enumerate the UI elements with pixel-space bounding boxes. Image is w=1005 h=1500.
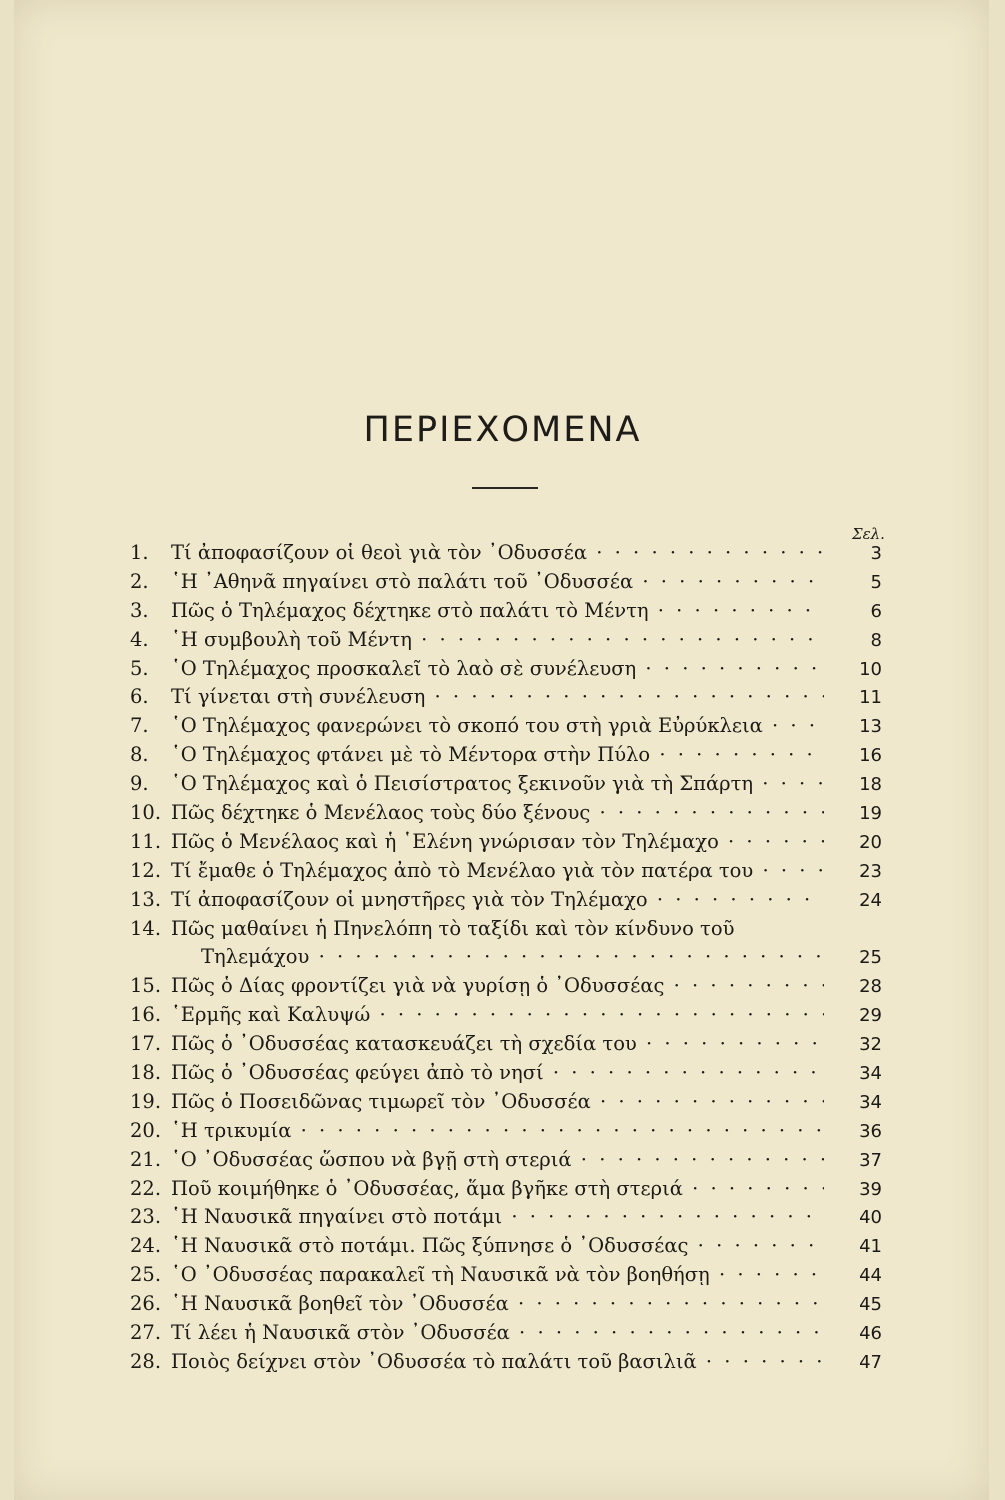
toc-entry — [130, 859, 900, 888]
toc-entry-title: ῾Η ᾿Αθηνᾶ πηγαίνει στὸ παλάτι τοῦ ᾿Οδυσσέα · · · — [171, 570, 824, 593]
toc-entry — [130, 830, 900, 859]
toc-entry-page: 13 — [859, 716, 882, 738]
toc-entry — [130, 945, 900, 974]
toc-entry — [130, 743, 900, 772]
toc-entry-page: 32 — [859, 1034, 882, 1056]
toc-entry — [130, 1321, 900, 1350]
toc-entry — [130, 1032, 900, 1061]
toc-entry-number: 26. — [130, 1292, 162, 1316]
toc-entry — [130, 888, 900, 917]
toc-entry-number: 3. — [130, 598, 149, 622]
toc-entry-number: 5. — [130, 656, 149, 680]
toc-entry-number: 9. — [130, 772, 149, 796]
toc-entry-number: 19. — [130, 1089, 162, 1113]
page-title: ΠΕΡΙΕΧΟΜΕΝΑ — [363, 410, 642, 450]
toc-entry — [130, 541, 900, 570]
toc-entry — [130, 1061, 900, 1090]
toc-entry-number: 4. — [130, 627, 149, 651]
toc-entry-page: 40 — [859, 1207, 882, 1229]
toc-entry-page: 39 — [859, 1178, 882, 1200]
toc-entry-number: 27. — [130, 1321, 162, 1345]
toc-entry-title: Πῶς μαθαίνει ἡ Πηνελόπη τὸ ταξίδι καὶ τὸν κίνδυνο τοῦ — [171, 916, 735, 940]
toc-entry-title: ῾Η συμβουλὴ τοῦ Μέντη · · · — [171, 628, 824, 651]
toc-entry-title: Πῶς ὁ Δίας φροντίζει γιὰ νὰ γυρίσῃ ὁ ᾿Οδυσσέας · · · — [171, 974, 824, 997]
toc-entry-number: 24. — [130, 1234, 162, 1258]
toc-entry-page: 6 — [870, 600, 882, 622]
toc-entry-title: Τί λέει ἡ Ναυσικᾶ στὸν ᾿Οδυσσέα · · · — [171, 1321, 824, 1344]
toc-entry-number: 14. — [130, 916, 162, 940]
toc-entry-title: Πῶς ὁ Μενέλαος καὶ ἡ ῾Ελένη γνώρισαν τὸν Τηλέμαχο · · · — [171, 830, 824, 853]
toc-entry-title: Τί γίνεται στὴ συνέλευση · · · — [171, 685, 824, 708]
page-column-label: Σελ. — [852, 525, 885, 543]
toc-entry-page: 29 — [859, 1005, 882, 1027]
toc-entry-title: Πῶς ὁ Ποσειδῶνας τιμωρεῖ τὸν ᾿Οδυσσέα · · · — [171, 1090, 824, 1113]
toc-entry-title: ῾Ο Τηλέμαχος καὶ ὁ Πεισίστρατος ξεκινοῦν γιὰ τὴ Σπάρτη · · · — [171, 772, 824, 795]
toc-entry-title: ῾Η Ναυσικᾶ βοηθεῖ τὸν ᾿Οδυσσέα · · · — [171, 1292, 824, 1315]
toc-entry — [130, 772, 900, 801]
toc-entry-number: 20. — [130, 1118, 162, 1142]
toc-entry-page: 34 — [859, 1063, 882, 1085]
toc-entry-title: ῾Ερμῆς καὶ Καλυψώ · · · — [171, 1003, 824, 1026]
toc-entry — [130, 714, 900, 743]
toc-entry — [130, 1292, 900, 1321]
toc-entry — [130, 628, 900, 657]
toc-entry-page: 18 — [859, 774, 882, 796]
toc-entry-number: 22. — [130, 1176, 162, 1200]
toc-entry-page: 19 — [859, 803, 882, 825]
toc-entry-page: 10 — [859, 658, 882, 680]
toc-entry — [130, 974, 900, 1003]
toc-entry-number: 6. — [130, 685, 149, 709]
toc-entry-page: 34 — [859, 1091, 882, 1113]
toc-entry-number: 18. — [130, 1061, 162, 1085]
toc-entry-page: 16 — [859, 745, 882, 767]
toc-entry-title: ῾Η Ναυσικᾶ πηγαίνει στὸ ποτάμι · · · — [171, 1205, 824, 1228]
toc-entry-page: 3 — [870, 543, 882, 564]
toc-entry — [130, 1177, 900, 1206]
toc-entry-number: 15. — [130, 974, 162, 998]
toc-entry — [130, 1090, 900, 1119]
toc-entry — [130, 801, 900, 830]
toc-entry-page: 37 — [859, 1149, 882, 1171]
toc-entry-number: 25. — [130, 1263, 162, 1287]
toc-entry-title: Τί ἔμαθε ὁ Τηλέμαχος ἀπὸ τὸ Μενέλαο γιὰ τὸν πατέρα του · · · — [171, 859, 824, 882]
toc-entry-number: 11. — [130, 829, 162, 853]
toc-entry — [130, 1263, 900, 1292]
toc-entry-number: 13. — [130, 887, 162, 911]
toc-entry-number: 8. — [130, 743, 149, 767]
toc-entry-page: 23 — [859, 860, 882, 882]
toc-entry-page: 47 — [859, 1351, 882, 1373]
toc-entry-page: 28 — [859, 976, 882, 998]
toc-entry — [130, 685, 900, 714]
toc-entry-title: ῾Ο Τηλέμαχος φτάνει μὲ τὸ Μέντορα στὴν Πύλο · · · — [171, 743, 824, 766]
table-of-contents — [130, 541, 900, 1379]
toc-entry — [130, 1119, 900, 1148]
toc-entry-page: 5 — [870, 571, 882, 593]
toc-entry-title: ῾Ο ᾿Οδυσσέας ὥσπου νὰ βγῇ στὴ στεριά · · · — [171, 1148, 824, 1171]
title-rule — [472, 487, 538, 489]
toc-entry-page: 25 — [859, 947, 882, 969]
toc-entry-page: 36 — [859, 1120, 882, 1142]
toc-entry-number: 17. — [130, 1032, 162, 1056]
toc-entry — [130, 599, 900, 628]
toc-entry-title: Τί ἀποφασίζουν οἱ μνηστῆρες γιὰ τὸν Τηλέμαχο · · · — [171, 888, 824, 911]
toc-entry-title: Ποιὸς δείχνει στὸν ᾿Οδυσσέα τὸ παλάτι τοῦ βασιλιᾶ · · · — [171, 1350, 824, 1373]
toc-entry-title: ῾Η τρικυμία · · · — [171, 1119, 824, 1142]
toc-entry-page: 11 — [859, 687, 882, 709]
toc-entry-title: Πῶς ὁ ᾿Οδυσσέας φεύγει ἀπὸ τὸ νησί · · · — [171, 1061, 824, 1084]
toc-entry — [130, 917, 900, 946]
toc-entry — [130, 657, 900, 686]
toc-entry-title: ῾Η Ναυσικᾶ στὸ ποτάμι. Πῶς ξύπνησε ὁ ᾿Οδυσσέας · · · — [171, 1234, 824, 1257]
toc-entry-number: 28. — [130, 1349, 162, 1373]
toc-entry-page: 46 — [859, 1323, 882, 1345]
toc-entry-page: 45 — [859, 1294, 882, 1316]
toc-entry — [130, 1003, 900, 1032]
toc-entry-number: 16. — [130, 1003, 162, 1027]
toc-entry-title: Πῶς ὁ ᾿Οδυσσέας κατασκευάζει τὴ σχεδία του · · · — [171, 1032, 824, 1055]
toc-entry — [130, 1205, 900, 1234]
toc-entry-title: Πῶς δέχτηκε ὁ Μενέλαος τοὺς δύο ξένους · · · — [171, 801, 824, 824]
toc-entry-number: 10. — [130, 801, 162, 825]
toc-entry — [130, 570, 900, 599]
toc-entry-number: 1. — [130, 541, 149, 564]
toc-entry-title: ῾Ο Τηλέμαχος φανερώνει τὸ σκοπό του στὴ γριὰ Εὐρύκλεια · · · — [171, 714, 824, 737]
toc-entry-number: 12. — [130, 858, 162, 882]
toc-entry — [130, 1148, 900, 1177]
toc-entry — [130, 1234, 900, 1263]
toc-entry-title: Πῶς ὁ Τηλέμαχος δέχτηκε στὸ παλάτι τὸ Μέντη · · · — [171, 599, 824, 622]
toc-entry-page: 44 — [859, 1265, 882, 1287]
toc-entry-number: 2. — [130, 569, 149, 593]
toc-entry-page: 41 — [859, 1236, 882, 1258]
toc-entry-number: 7. — [130, 714, 149, 738]
toc-entry-title: Τί ἀποφασίζουν οἱ θεοὶ γιὰ τὸν ᾿Οδυσσέα · · · — [171, 541, 824, 564]
toc-entry-title: ῾Ο Τηλέμαχος προσκαλεῖ τὸ λαὸ σὲ συνέλευση · · · — [171, 657, 824, 680]
toc-entry-title: ῾Ο ᾿Οδυσσέας παρακαλεῖ τὴ Ναυσικᾶ νὰ τὸν βοηθήσῃ · · · — [171, 1263, 824, 1286]
toc-entry-page: 24 — [859, 889, 882, 911]
toc-entry-number: 23. — [130, 1205, 162, 1229]
toc-entry-title: Τηλεμάχου · · · — [171, 945, 824, 968]
toc-entry-page: 20 — [859, 831, 882, 853]
toc-entry-title: Ποῦ κοιμήθηκε ὁ ᾿Οδυσσέας, ἅμα βγῆκε στὴ στεριά · · · — [171, 1177, 824, 1200]
toc-entry-number: 21. — [130, 1147, 162, 1171]
toc-entry — [130, 1350, 900, 1379]
toc-entry-page: 8 — [870, 629, 882, 651]
